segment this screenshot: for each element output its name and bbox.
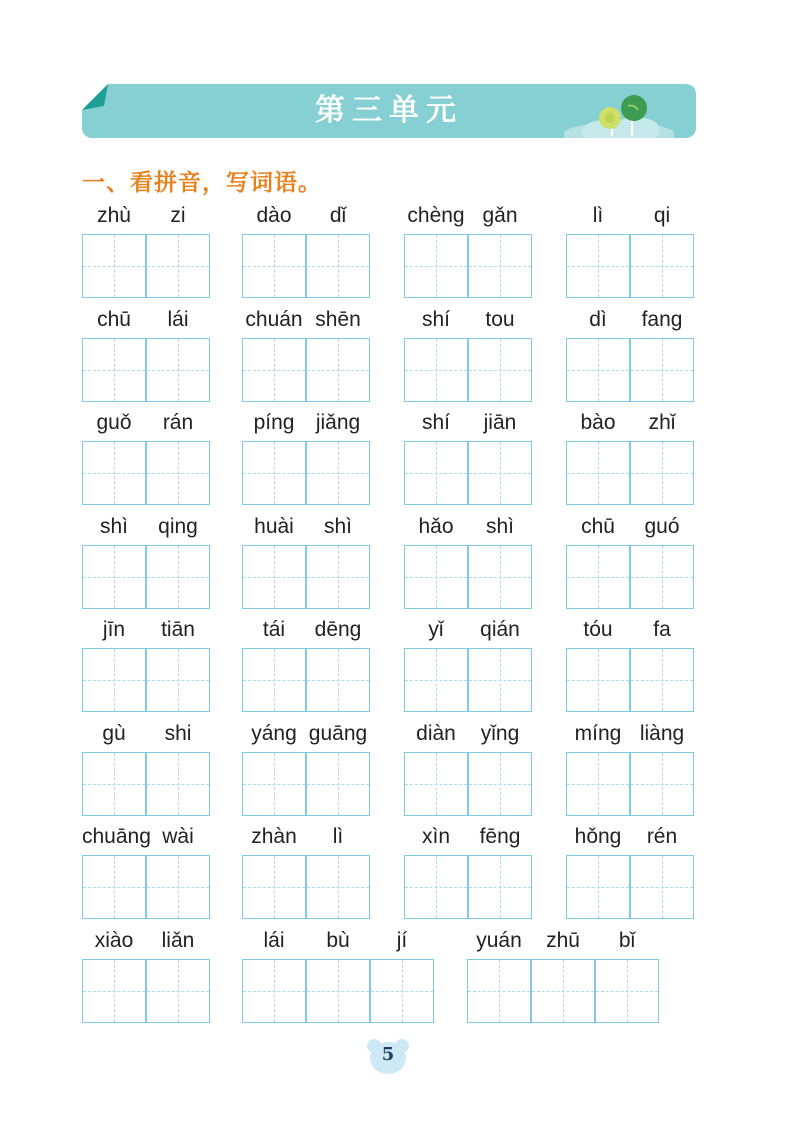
pinyin-syllable: liǎn (161, 929, 195, 952)
pinyin-syllable: rán (162, 411, 194, 434)
pinyin-syllable: dēng (314, 618, 362, 641)
word-item (566, 515, 694, 611)
pinyin-syllable: tiān (161, 618, 195, 641)
word-item (404, 411, 532, 507)
character-box[interactable] (630, 234, 694, 298)
character-box[interactable] (566, 441, 630, 505)
character-box[interactable] (566, 855, 630, 919)
pinyin-syllable: chū (97, 308, 131, 331)
word-item (404, 618, 532, 714)
word-item (566, 722, 694, 818)
character-box[interactable] (404, 234, 468, 298)
character-box[interactable] (306, 338, 370, 402)
word-item (467, 929, 659, 1025)
character-box[interactable] (146, 648, 210, 712)
pinyin-syllable: qing (158, 515, 198, 538)
character-box[interactable] (82, 959, 146, 1023)
pinyin-syllable: hǒng (574, 825, 622, 848)
pinyin-syllable: huài (254, 515, 294, 538)
character-box[interactable] (146, 234, 210, 298)
character-box[interactable] (468, 338, 532, 402)
character-box[interactable] (146, 959, 210, 1023)
pinyin-syllable: shi (164, 722, 192, 745)
pinyin-syllable: bǐ (618, 929, 636, 952)
character-box[interactable] (242, 545, 306, 609)
word-item (82, 411, 210, 507)
character-box[interactable] (468, 441, 532, 505)
character-box[interactable] (242, 234, 306, 298)
pinyin-syllable: shí (421, 411, 450, 434)
character-box[interactable] (242, 855, 306, 919)
character-box[interactable] (306, 545, 370, 609)
pinyin-syllable: fēng (479, 825, 521, 848)
character-box[interactable] (404, 441, 468, 505)
pinyin-syllable: zhù (97, 204, 131, 227)
character-box[interactable] (630, 648, 694, 712)
pinyin-syllable: dǐ (329, 204, 347, 227)
character-box[interactable] (404, 338, 468, 402)
word-item (242, 618, 370, 714)
character-box[interactable] (82, 545, 146, 609)
pinyin-syllable: zhū (546, 929, 580, 952)
word-item (242, 204, 370, 300)
word-item (242, 515, 370, 611)
word-item (242, 825, 370, 921)
word-item (566, 825, 694, 921)
character-box[interactable] (146, 752, 210, 816)
word-item (404, 722, 532, 818)
pinyin-syllable: xìn (421, 825, 450, 848)
trees-cloud-icon (564, 94, 674, 138)
pinyin-syllable: píng (253, 411, 295, 434)
page-number-badge (366, 1036, 410, 1076)
pinyin-syllable: fang (641, 308, 683, 331)
character-box[interactable] (82, 338, 146, 402)
character-box[interactable] (566, 752, 630, 816)
word-item (82, 204, 210, 300)
character-box[interactable] (146, 441, 210, 505)
pinyin-syllable: liàng (639, 722, 685, 745)
pinyin-syllable: shì (323, 515, 352, 538)
character-box[interactable] (82, 855, 146, 919)
character-box[interactable] (595, 959, 659, 1023)
pinyin-syllable: chū (581, 515, 615, 538)
character-box[interactable] (306, 648, 370, 712)
pinyin-syllable: lái (167, 308, 189, 331)
character-box[interactable] (468, 855, 532, 919)
character-box[interactable] (306, 234, 370, 298)
word-item (566, 308, 694, 404)
pinyin-syllable: zhàn (251, 825, 297, 848)
character-box[interactable] (82, 441, 146, 505)
character-box[interactable] (468, 752, 532, 816)
character-box[interactable] (242, 648, 306, 712)
pinyin-syllable: xiào (94, 929, 134, 952)
character-box[interactable] (566, 338, 630, 402)
pinyin-syllable: chuán (245, 308, 303, 331)
character-box[interactable] (630, 855, 694, 919)
pinyin-syllable: bào (580, 411, 616, 434)
character-box[interactable] (82, 648, 146, 712)
pinyin-syllable: fa (653, 618, 671, 641)
character-box[interactable] (468, 234, 532, 298)
pinyin-syllable: lì (592, 204, 604, 227)
character-box[interactable] (82, 752, 146, 816)
word-item (566, 618, 694, 714)
pinyin-syllable: shì (99, 515, 128, 538)
character-box[interactable] (242, 338, 306, 402)
character-box[interactable] (566, 234, 630, 298)
character-box[interactable] (306, 752, 370, 816)
pinyin-syllable: yǐ (428, 618, 444, 641)
pinyin-syllable: wài (162, 825, 194, 848)
unit-title: 第三单元 (315, 93, 463, 128)
character-box[interactable] (242, 959, 306, 1023)
character-box[interactable] (242, 441, 306, 505)
pinyin-syllable: shí (421, 308, 450, 331)
character-box[interactable] (630, 441, 694, 505)
word-item (404, 204, 532, 300)
character-box[interactable] (370, 959, 434, 1023)
word-item (404, 825, 532, 921)
pinyin-syllable: qi (653, 204, 671, 227)
pinyin-syllable: shēn (315, 308, 361, 331)
pinyin-syllable: chèng (407, 204, 465, 227)
word-item (566, 411, 694, 507)
unit-banner (82, 84, 696, 138)
character-box[interactable] (531, 959, 595, 1023)
character-box[interactable] (566, 648, 630, 712)
section-heading: 一、看拼音，写词语。 (82, 170, 322, 196)
character-box[interactable] (630, 338, 694, 402)
pinyin-syllable: chuāng (82, 825, 151, 848)
pinyin-syllable: bù (326, 929, 350, 952)
character-box[interactable] (404, 545, 468, 609)
pinyin-syllable: gù (102, 722, 126, 745)
character-box[interactable] (404, 752, 468, 816)
pinyin-syllable: zi (170, 204, 186, 227)
pinyin-syllable: guāng (308, 722, 368, 745)
pinyin-syllable: tóu (583, 618, 613, 641)
pinyin-syllable: guǒ (96, 411, 132, 434)
character-box[interactable] (306, 441, 370, 505)
pinyin-syllable: yǐng (480, 722, 520, 745)
character-box[interactable] (468, 648, 532, 712)
character-box[interactable] (306, 855, 370, 919)
pinyin-syllable: lái (263, 929, 285, 952)
character-box[interactable] (630, 545, 694, 609)
word-item (242, 929, 434, 1025)
word-item (82, 929, 210, 1025)
character-box[interactable] (146, 545, 210, 609)
pinyin-syllable: hǎo (418, 515, 454, 538)
pinyin-syllable: yáng (251, 722, 297, 745)
pinyin-syllable: tái (262, 618, 286, 641)
character-box[interactable] (467, 959, 531, 1023)
character-box[interactable] (566, 545, 630, 609)
character-box[interactable] (82, 234, 146, 298)
word-item (242, 308, 370, 404)
word-item (242, 411, 370, 507)
pinyin-syllable: míng (574, 722, 622, 745)
word-item (566, 204, 694, 300)
pinyin-syllable: tou (485, 308, 515, 331)
pinyin-syllable: qián (480, 618, 520, 641)
character-box[interactable] (468, 545, 532, 609)
pinyin-syllable: zhǐ (648, 411, 676, 434)
pinyin-syllable: jīn (102, 618, 126, 641)
pinyin-syllable: diàn (416, 722, 456, 745)
pinyin-syllable: rén (646, 825, 678, 848)
word-item (82, 825, 210, 921)
character-box[interactable] (630, 752, 694, 816)
character-box[interactable] (306, 959, 370, 1023)
pinyin-syllable: gǎn (482, 204, 518, 227)
word-item (404, 308, 532, 404)
character-box[interactable] (404, 648, 468, 712)
word-item (82, 308, 210, 404)
pinyin-syllable: jí (396, 929, 408, 952)
page-number: 5 (381, 1044, 395, 1065)
word-item (404, 515, 532, 611)
character-box[interactable] (146, 855, 210, 919)
pinyin-syllable: jiān (483, 411, 517, 434)
pinyin-syllable: lì (332, 825, 344, 848)
character-box[interactable] (242, 752, 306, 816)
word-item (82, 515, 210, 611)
pinyin-syllable: dì (589, 308, 607, 331)
character-box[interactable] (404, 855, 468, 919)
pinyin-syllable: shì (485, 515, 514, 538)
pinyin-syllable: jiǎng (315, 411, 361, 434)
character-box[interactable] (146, 338, 210, 402)
pinyin-syllable: yuán (476, 929, 522, 952)
pinyin-syllable: dào (256, 204, 292, 227)
pinyin-syllable: guó (644, 515, 680, 538)
word-item (242, 722, 370, 818)
word-item (82, 722, 210, 818)
word-item (82, 618, 210, 714)
